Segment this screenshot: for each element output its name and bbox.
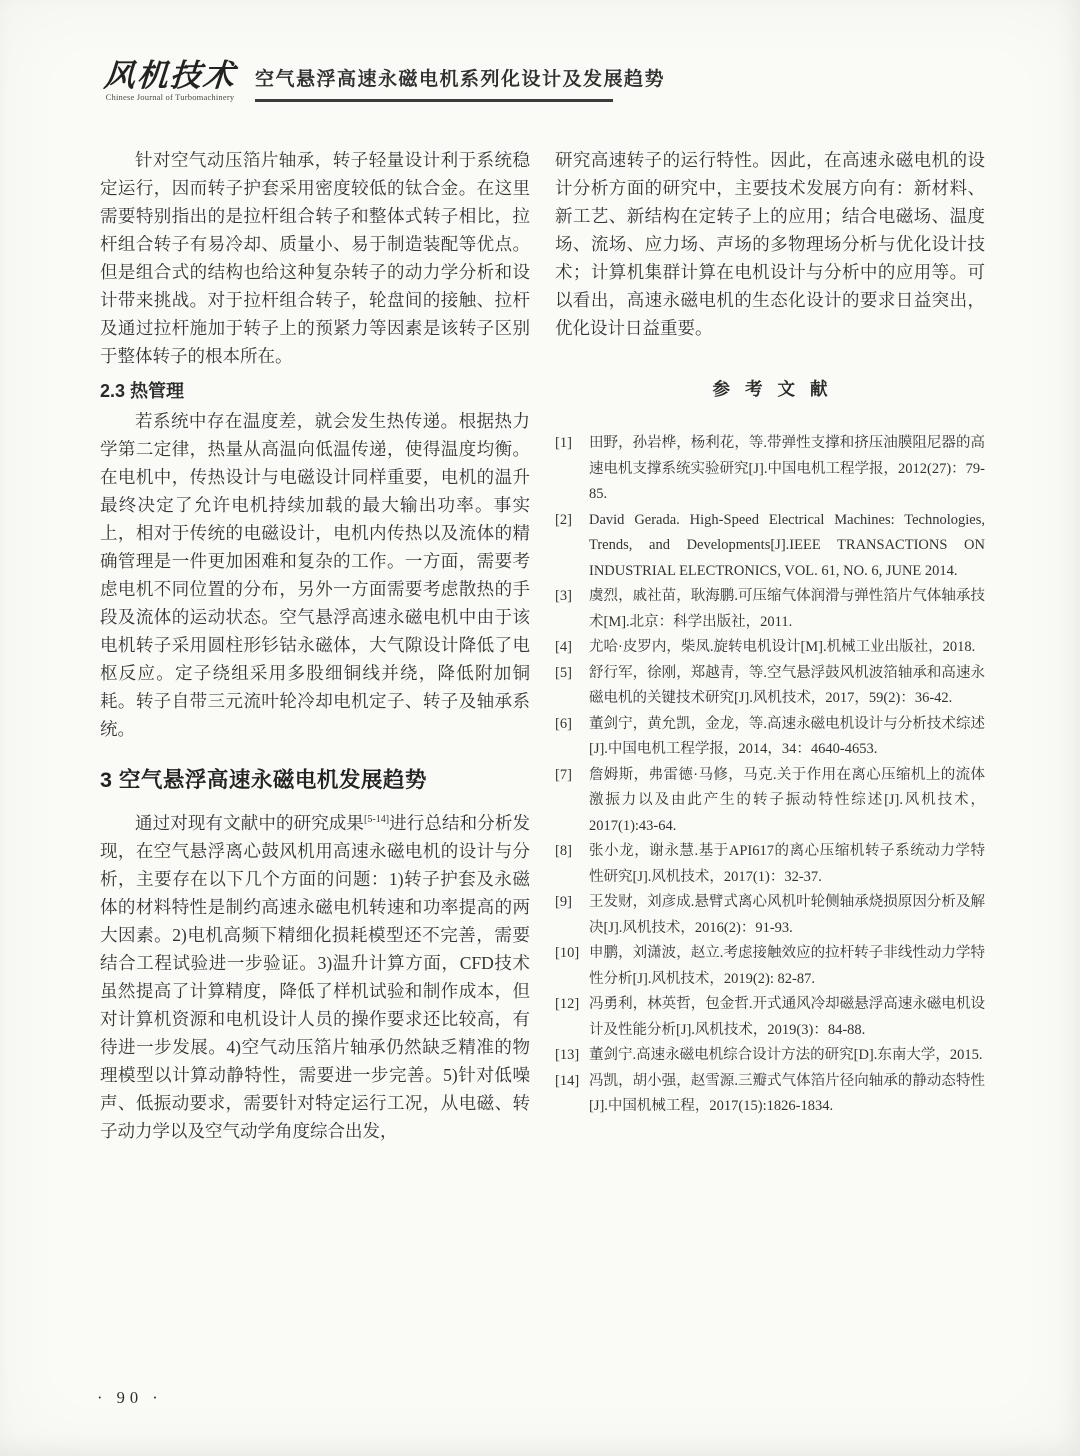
reference-text: 冯凯，胡小强，赵雪源.三瓣式气体箔片径向轴承的静动态特性[J].中国机械工程，2017(15):1826-1834. xyxy=(589,1072,985,1114)
reference-label: [5] xyxy=(555,664,572,681)
reference-label: [4] xyxy=(555,639,572,655)
reference-label: [7] xyxy=(555,766,572,783)
heading-thermal-management: 2.3 热管理 xyxy=(100,381,185,401)
reference-label: [8] xyxy=(555,843,572,859)
reference-text: 董剑宁，黄允凯，金龙，等.高速永磁电机设计与分析技术综述[J].中国电机工程学报，2014，34：4640-4653. xyxy=(589,715,985,757)
page-number: · 90 · xyxy=(97,1388,163,1407)
references-heading: 参考文献 xyxy=(712,379,843,399)
paragraph-rotor-design: 针对空气动压箔片轴承，转子轻量设计利于系统稳定运行，因而转子护套采用密度较低的钛合金。在这里需要特别指出的是拉杆组合转子和整体式转子相比，拉杆组合转子有易冷却、质量小、易于制造装配等优点。但是组合式的结构也给这种复杂转子的动力学分析和设计带来挑战。对于拉杆组合转子，轮盘间的接触、拉杆及通过拉杆施加于转子上的预紧力等因素是该转子区别于整体转子的根本所在。 xyxy=(100,150,530,366)
reference-text: 董剑宁.高速永磁电机综合设计方法的研究[D].东南大学，2015. xyxy=(589,1047,983,1063)
reference-item xyxy=(555,712,985,763)
reference-label: [3] xyxy=(555,588,572,604)
journal-logo xyxy=(95,60,245,102)
paragraph-research-directions: 研究高速转子的运行特性。因此，在高速永磁电机的设计分析方面的研究中，主要技术发展方向有：新材料、新工艺、新结构在定转子上的应用；结合电磁场、温度场、流场、应力场、声场的多物理场分析与优化设计技术；计算机集群计算在电机设计与分析中的应用等。可以看出，高速永磁电机的生态化设计的要求日益突出，优化设计日益重要。 xyxy=(555,150,985,338)
reference-item xyxy=(555,839,985,890)
reference-item xyxy=(555,992,985,1043)
reference-text: 田野，孙岩桦，杨利花，等.带弹性支撑和挤压油膜阻尼器的高速电机支撑系统实验研究[J].中国电机工程学报，2012(27)：79-85. xyxy=(589,435,985,502)
reference-label: [10] xyxy=(555,945,580,961)
reference-item xyxy=(555,890,985,941)
journal-logo-english: Chinese Journal of Turbomachinery xyxy=(105,92,235,102)
trend-paragraph-lead: 通过对现有文献中的研究成果 xyxy=(135,813,365,833)
reference-item xyxy=(555,508,985,585)
reference-item xyxy=(555,635,985,661)
trend-paragraph-rest: 进行总结和分析发现，在空气悬浮离心鼓风机用高速永磁电机的设计与分析，主要存在以下几个方面的问题：1)转子护套及永磁体的材料特性是制约高速永磁电机转速和功率提高的两大因素。2)电机高频下精细化损耗模型还不完善，需要结合工程试验进一步验证。3)温升计算方面，CFD技术虽然提高了计算精度，降低了样机试验和制作成本，但对计算机资源和电机设计人员的操作要求还比较高，有待进一步发展。4)空气动压箔片轴承仍然缺乏精准的物理模型以计算动静特性，需要进一步完善。5)针对低噪声、低振动要求，需要针对特定运行工况，从电磁、转子动力学以及空气动学角度综合出发， xyxy=(100,813,530,1141)
running-title: 空气悬浮高速永磁电机系列化设计及发展趋势 xyxy=(255,69,666,90)
reference-label: [14] xyxy=(555,1072,580,1089)
reference-label: [13] xyxy=(555,1047,580,1063)
reference-item xyxy=(555,1043,985,1069)
reference-item xyxy=(555,431,985,508)
reference-text: 尤哈·皮罗内，柴凤.旋转电机设计[M].机械工业出版社，2018. xyxy=(589,639,976,655)
heading-development-trends: 3 空气悬浮高速永磁电机发展趋势 xyxy=(100,768,427,792)
paragraph-thermal-management: 若系统中存在温度差，就会发生热传递。根据热力学第二定律，热量从高温向低温传递，使得温度均衡。在电机中，传热设计与电磁设计同样重要，电机的温升最终决定了允许电机持续加载的最大输出功率。事实上，相对于传统的电磁设计，电机内传热以及流体的精确管理是一件更加困难和复杂的工作。一方面，需要考虑电机不同位置的分布，另外一方面需要考虑散热的手段及流体的运动状态。空气悬浮高速永磁电机中由于该电机转子采用圆柱形钐钴永磁体，大气隙设计降低了电枢反应。定子绕组采用多股细铜线并绕，降低附加铜耗。转子自带三元流叶轮冷却电机定子、转子及轴承系统。 xyxy=(100,411,530,739)
reference-label: [2] xyxy=(555,511,572,528)
reference-label: [12] xyxy=(555,996,580,1012)
reference-text: 舒行军，徐刚，郑越青，等.空气悬浮鼓风机波箔轴承和高速永磁电机的关键技术研究[J].风机技术，2017，59(2)：36-42. xyxy=(589,664,985,706)
reference-text: 张小龙，谢永慧.基于API617的离心压缩机转子系统动力学特性研究[J].风机技术，2017(1)：32-37. xyxy=(589,843,985,885)
reference-text: 冯勇利，林英哲，包金哲.开式通风冷却磁悬浮高速永磁电机设计及性能分析[J].风机技术，2019(3)：84-88. xyxy=(589,996,985,1038)
reference-item xyxy=(555,661,985,712)
reference-item xyxy=(555,763,985,840)
reference-label: [9] xyxy=(555,894,572,910)
reference-text: 王发财，刘彦成.悬臂式离心风机叶轮侧轴承烧损原因分析及解决[J].风机技术，2016(2)：91-93. xyxy=(589,894,985,936)
journal-header xyxy=(95,58,666,102)
reference-item xyxy=(555,941,985,992)
left-column xyxy=(100,146,530,1145)
references-list xyxy=(555,431,985,1120)
reference-text: 虞烈，戚社苗，耿海鹏.可压缩气体润滑与弹性箔片气体轴承技术[M].北京：科学出版社，2011. xyxy=(589,588,985,630)
reference-text: David Gerada. High-Speed Electrical Machines: Technologies, Trends, and Developments[J].IEEE TRANSACTIONS ON INDUSTRIAL ELECTRONICS, VOL. 61, NO. 6, JUNE 2014. xyxy=(589,511,985,579)
reference-item xyxy=(555,584,985,635)
reference-text: 申鹏，刘潇波，赵立.考虑接触效应的拉杆转子非线性动力学特性分析[J].风机技术，2019(2): 82-87. xyxy=(589,945,985,987)
reference-item xyxy=(555,1069,985,1120)
journal-logo-chinese: 风机技术 xyxy=(102,58,238,93)
paragraph-development-trends xyxy=(100,809,530,1145)
reference-label: [6] xyxy=(555,715,572,732)
reference-text: 詹姆斯，弗雷德·马修，马克.关于作用在离心压缩机上的流体激振力以及由此产生的转子振动特性综述[J].风机技术，2017(1):43-64. xyxy=(589,766,985,834)
reference-label: [1] xyxy=(555,435,572,451)
right-column xyxy=(555,146,985,1145)
citation-superscript: [5-14] xyxy=(364,814,390,826)
two-column-body xyxy=(100,146,985,1145)
running-title-rule xyxy=(255,64,666,102)
